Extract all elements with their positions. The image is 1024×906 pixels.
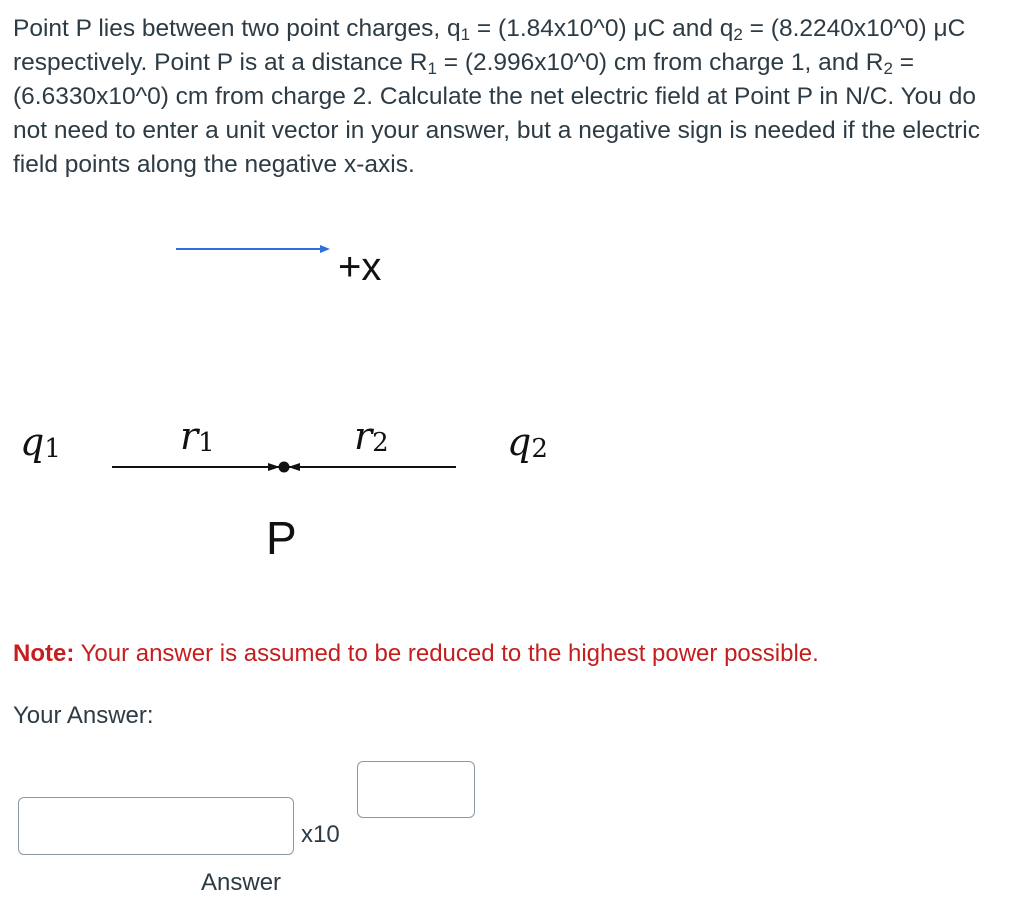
question-segment: Point P lies between two point charges, q: [13, 15, 461, 42]
distance-r1-letter: r: [180, 414, 199, 458]
charge-2-subscript: 2: [531, 434, 548, 464]
charge-1-label: [20, 420, 61, 464]
charge-diagram: [0, 200, 1024, 600]
question-segment: = (2.996x10^0) cm from charge 1, and R: [436, 49, 884, 76]
distance-r2-letter: r: [354, 414, 373, 458]
charge-2-label: [507, 420, 548, 464]
distance-r2-label: [354, 414, 389, 458]
answer-caption: Answer: [201, 869, 282, 896]
question-text: [13, 12, 1013, 182]
field-arrow-right: [268, 463, 280, 471]
your-answer-heading: Your Answer:: [13, 702, 154, 729]
point-p-dot: [279, 462, 290, 473]
point-p-label: P: [266, 512, 297, 564]
question-subscript: 1: [427, 59, 437, 78]
question-subscript: 2: [733, 25, 743, 44]
x-axis-arrowhead: [320, 245, 330, 253]
charge-2-letter: q: [507, 420, 532, 464]
distance-r2-subscript: 2: [372, 428, 389, 458]
question-segment: = (1.84x10^0) μC and q: [470, 15, 734, 42]
note-body: Your answer is assumed to be reduced to the highest power possible.: [74, 640, 819, 667]
question-subscript: 1: [460, 25, 471, 44]
answer-mantissa-input[interactable]: [18, 797, 294, 855]
charge-1-letter: q: [20, 420, 45, 464]
charge-1-subscript: 1: [44, 434, 61, 464]
times-ten-label: x10: [301, 821, 340, 848]
field-arrow-left: [288, 463, 300, 471]
note-text: [13, 638, 819, 670]
note-bold-label: Note:: [13, 640, 75, 667]
distance-r1-label: [180, 414, 215, 458]
question-segment: = (6.6330x10^0) cm from charge 2. Calculate the net electric field at Point P in N/C. You do not need to enter a unit vector in your answer, but a negative sign is needed if the electric field points along the negative x-axis.: [13, 49, 980, 178]
question-subscript: 2: [883, 59, 893, 78]
diagram-lines: [0, 200, 1024, 600]
x-axis-label: +x: [338, 245, 382, 289]
question-segment: = (8.2240x10^0) μC respectively. Point P is at a distance R: [13, 15, 966, 76]
answer-exponent-input[interactable]: [357, 761, 475, 818]
distance-r1-subscript: 1: [198, 428, 215, 458]
